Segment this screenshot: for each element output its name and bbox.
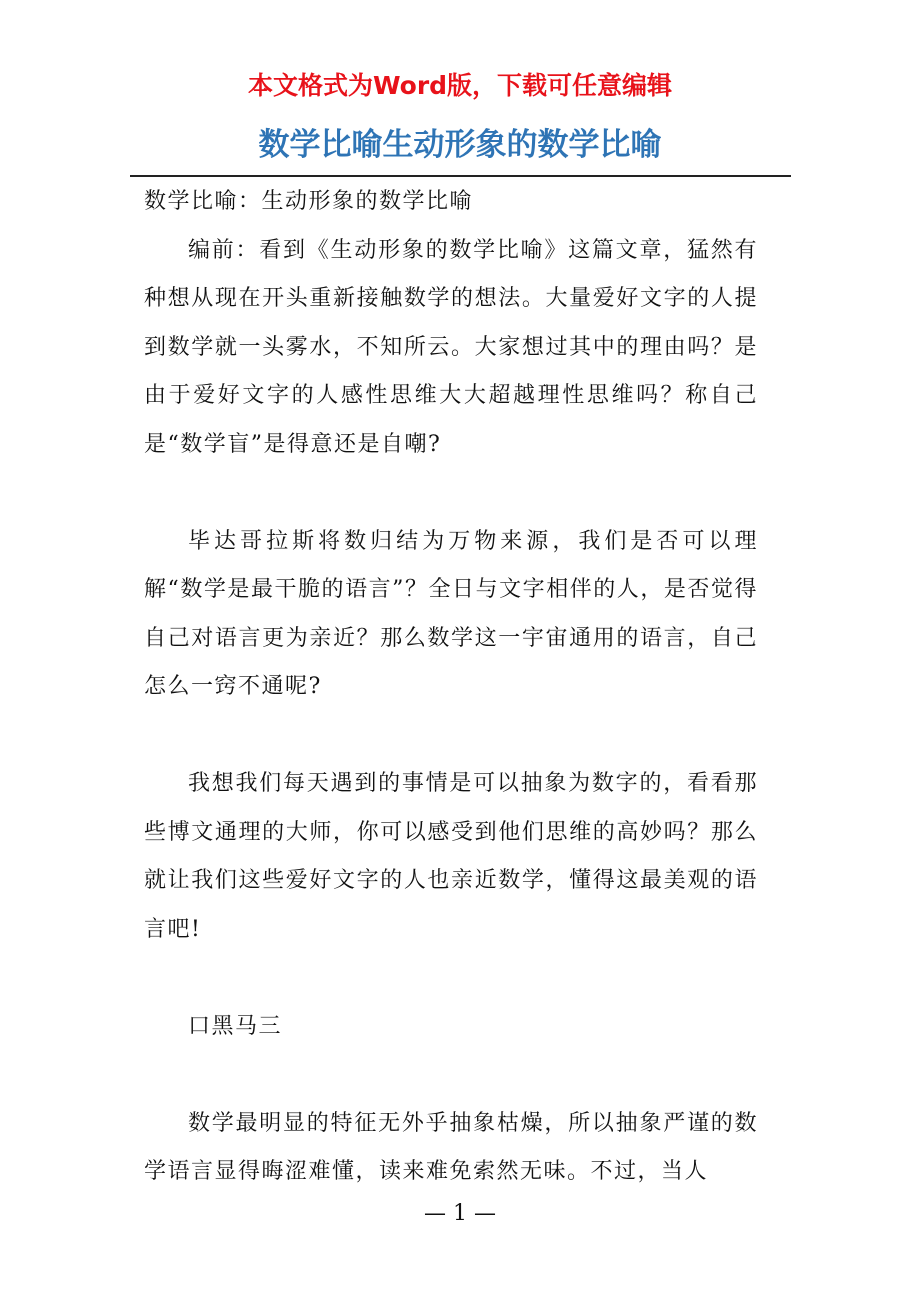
paragraph-gap xyxy=(144,469,758,518)
math-language-paragraph: 数学最明显的特征无外乎抽象枯燥，所以抽象严谨的数学语言显得晦涩难懂，读来难免索然无味。不过，当人 xyxy=(144,1110,758,1184)
document-title: 数学比喻生动形象的数学比喻 xyxy=(258,127,662,163)
subtitle-paragraph: 数学比喻：生动形象的数学比喻 xyxy=(144,189,474,214)
download-banner: 本文格式为Word版，下载可任意编辑 xyxy=(247,71,673,100)
paragraph-gap xyxy=(144,954,758,1003)
paragraph-gap xyxy=(144,1051,758,1100)
document-body xyxy=(144,178,758,1197)
daily-math-paragraph: 我想我们每天遇到的事情是可以抽象为数字的，看看那些博文通理的大师，你可以感受到他们思维的高妙吗？那么就让我们这些爱好文字的人也亲近数学，懂得这最美观的语言吧! xyxy=(144,771,758,942)
title-divider xyxy=(130,175,791,177)
pythagoras-paragraph: 毕达哥拉斯将数归结为万物来源，我们是否可以理解“数学是最干脆的语言”？全日与文字相伴的人，是否觉得自己对语言更为亲近？那么数学这一宇宙通用的语言，自己怎么一窍不通呢? xyxy=(144,528,758,699)
author-line: 口黑马三 xyxy=(188,1013,283,1039)
page-number: — 1 — xyxy=(424,1201,496,1226)
paragraph-gap xyxy=(144,712,758,761)
editor-note-paragraph: 编前：看到《生动形象的数学比喻》这篇文章，猛然有种想从现在开头重新接触数学的想法。大量爱好文字的人提到数学就一头雾水，不知所云。大家想过其中的理由吗？是由于爱好文字的人感性思维大大超越理性思维吗？称自己是“数学盲”是得意还是自嘲? xyxy=(144,237,758,457)
